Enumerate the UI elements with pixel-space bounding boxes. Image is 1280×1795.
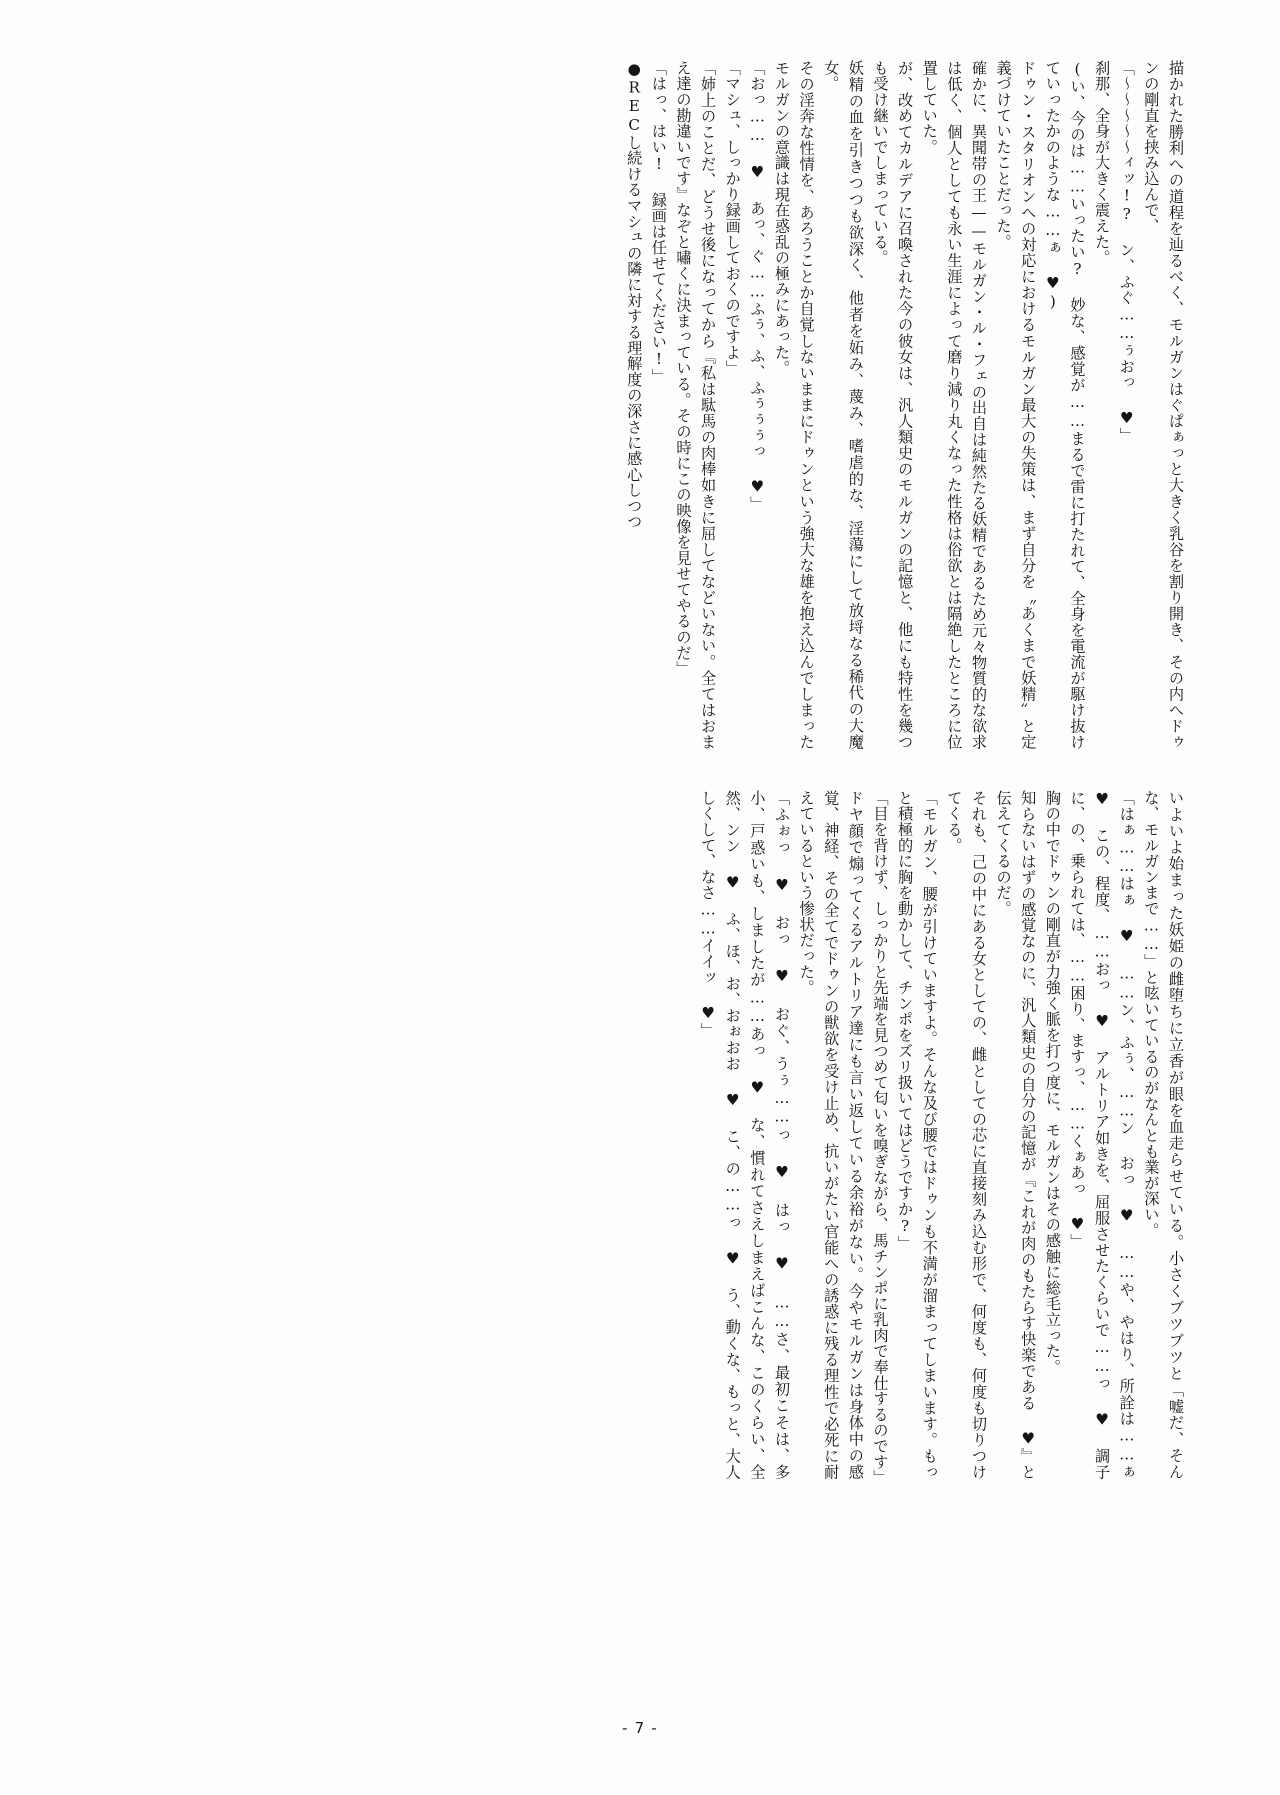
- paragraph: 「おっ…… ♥ あっ、ぐ……ふぅ、ふ、ふぅぅぅっ ♥」: [748, 60, 767, 513]
- paragraph: 刹那、全身が大きく震えた。: [1093, 60, 1112, 266]
- paragraph: 「マシュ、しっかり録画しておくのですよ」: [723, 60, 742, 377]
- paragraph: いよいよ始まった妖姫の雌堕ちに立香が眼を血走らせている。小さくブツブツと「嘘だ、そんな、モルガンまで……」と呟いているのがなんとも業が深い。: [1142, 790, 1185, 1480]
- text-block-top: [248, 60, 1188, 750]
- paragraph: 妖精の血を引きつつも欲深く、他者を妬み、蔑み、嗜虐的な、淫蕩にして放埒なる稀代の大魔女。: [822, 60, 865, 750]
- paragraph: が、改めてカルデアに召喚された今の彼女は、汎人類史のモルガンの記憶と、他にも特性を幾つも受け継いでしまっている。: [871, 60, 915, 750]
- paragraph: ドゥン・スタリオンへの対応におけるモルガン最大の失策は、まず自分を〝あくまで妖精〟と定義づけていたことだった。: [994, 60, 1038, 750]
- page-number: - 7 -: [622, 1719, 658, 1737]
- paragraph: 「ふぉっ ♥ おっ ♥ おぐ、うぅ……っ ♥ はっ ♥ ……さ、最初こそは、多小、戸惑いも、しましたが……あっ ♥ な、慣れてさえしまえばこんな、このくらい、全然、ンン ♥ ふ、ほ、お、おぉおお ♥ こ、の……っ ♥ う、動くな、もっと、大人しくして、なさ……イイッ ♥」: [699, 790, 791, 1480]
- paragraph: ドヤ顔で煽ってくるアルトリア達にも言い返している余裕がない。今やモルガンは身体中の感覚、神経、その全てでドゥンの獣欲を受け止め、抗いがたい官能への誘惑に残る理性で必死に耐えているという惨状だった。: [797, 790, 865, 1480]
- paragraph: その淫奔な性情を、あろうことか自覚しないままにドゥンという強大な雄を抱え込んでしまったモルガンの意識は現在惑乱の極みにあった。: [773, 60, 816, 750]
- paragraph: 「姉上のことだ、どうせ後になってから『私は駄馬の肉棒如きに屈してなどいない。全てはおまえ達の勘違いです』なぞと嘯くに決まっている。その時にこの映像を見せてやるのだ」: [674, 60, 718, 750]
- paragraph: 「〜〜〜〜〜ィッ!? ン、ふぐ……ぅおっ ♥」: [1117, 60, 1136, 444]
- paragraph: ●RECし続けるマシュの隣に対する理解度の深さに感心しつつ: [625, 60, 644, 530]
- paragraph: 「はっ、はい! 録画は任せてください!」: [649, 60, 668, 385]
- paragraph: 描かれた勝利への道程を辿るべく、モルガンはぐぱぁっと大きく乳谷を割り開き、その内へドゥンの剛直を挟み込んで、: [1142, 60, 1185, 750]
- paragraph: 胸の中でドゥンの剛直が力強く脈を打つ度に、モルガンはその感触に総毛立った。: [1043, 790, 1062, 1375]
- paragraph: 「モルガン、腰が引けていますよ。そんな及び腰ではドゥンも不満が溜まってしまいます。もっと積極的に胸を動かして、チンポをズリ扱いてはどうですか?」: [896, 790, 939, 1480]
- paragraph: 「目を背けず、しっかりと先端を見つめて匂いを嗅ぎながら、馬チンポに乳肉で奉仕するのです」: [871, 790, 890, 1486]
- paragraph: 知らないはずの感覚なのに、汎人類史の自分の記憶が『これが肉のもたらす快楽である ♥』と伝えてくるのだ。: [994, 790, 1038, 1480]
- paragraph: (い、今のは……いったい? 妙な、感覚が……まるで雷に打たれて、全身を電流が駆け抜けていったかのような……ぁ ♥): [1043, 60, 1087, 750]
- paragraph: それも、己の中にある女としての、雌としての芯に直接刻み込む形で、何度も、何度も切りつけてくる。: [945, 790, 988, 1480]
- paragraph: 確かに、異聞帯の王——モルガン・ル・フェの出自は純然たる妖精であるため元々物質的な欲求は低く、個人としても永い生涯によって磨り減り丸くなった性格は俗欲とは隔絶したところに位置していた。: [920, 60, 988, 750]
- paragraph: 「はぁ……はぁ ♥ ……ン、ふぅ、……ン おっ ♥ ……や、やはり、所詮は……ぁ ♥ この、程度、……おっ ♥ アルトリア如きを、屈服させたくらいで……っ ♥ 調子に、の、乗られては、……困り、ますっ、……くぁあっ ♥」: [1068, 790, 1136, 1480]
- text-block-bottom: [248, 790, 1188, 1486]
